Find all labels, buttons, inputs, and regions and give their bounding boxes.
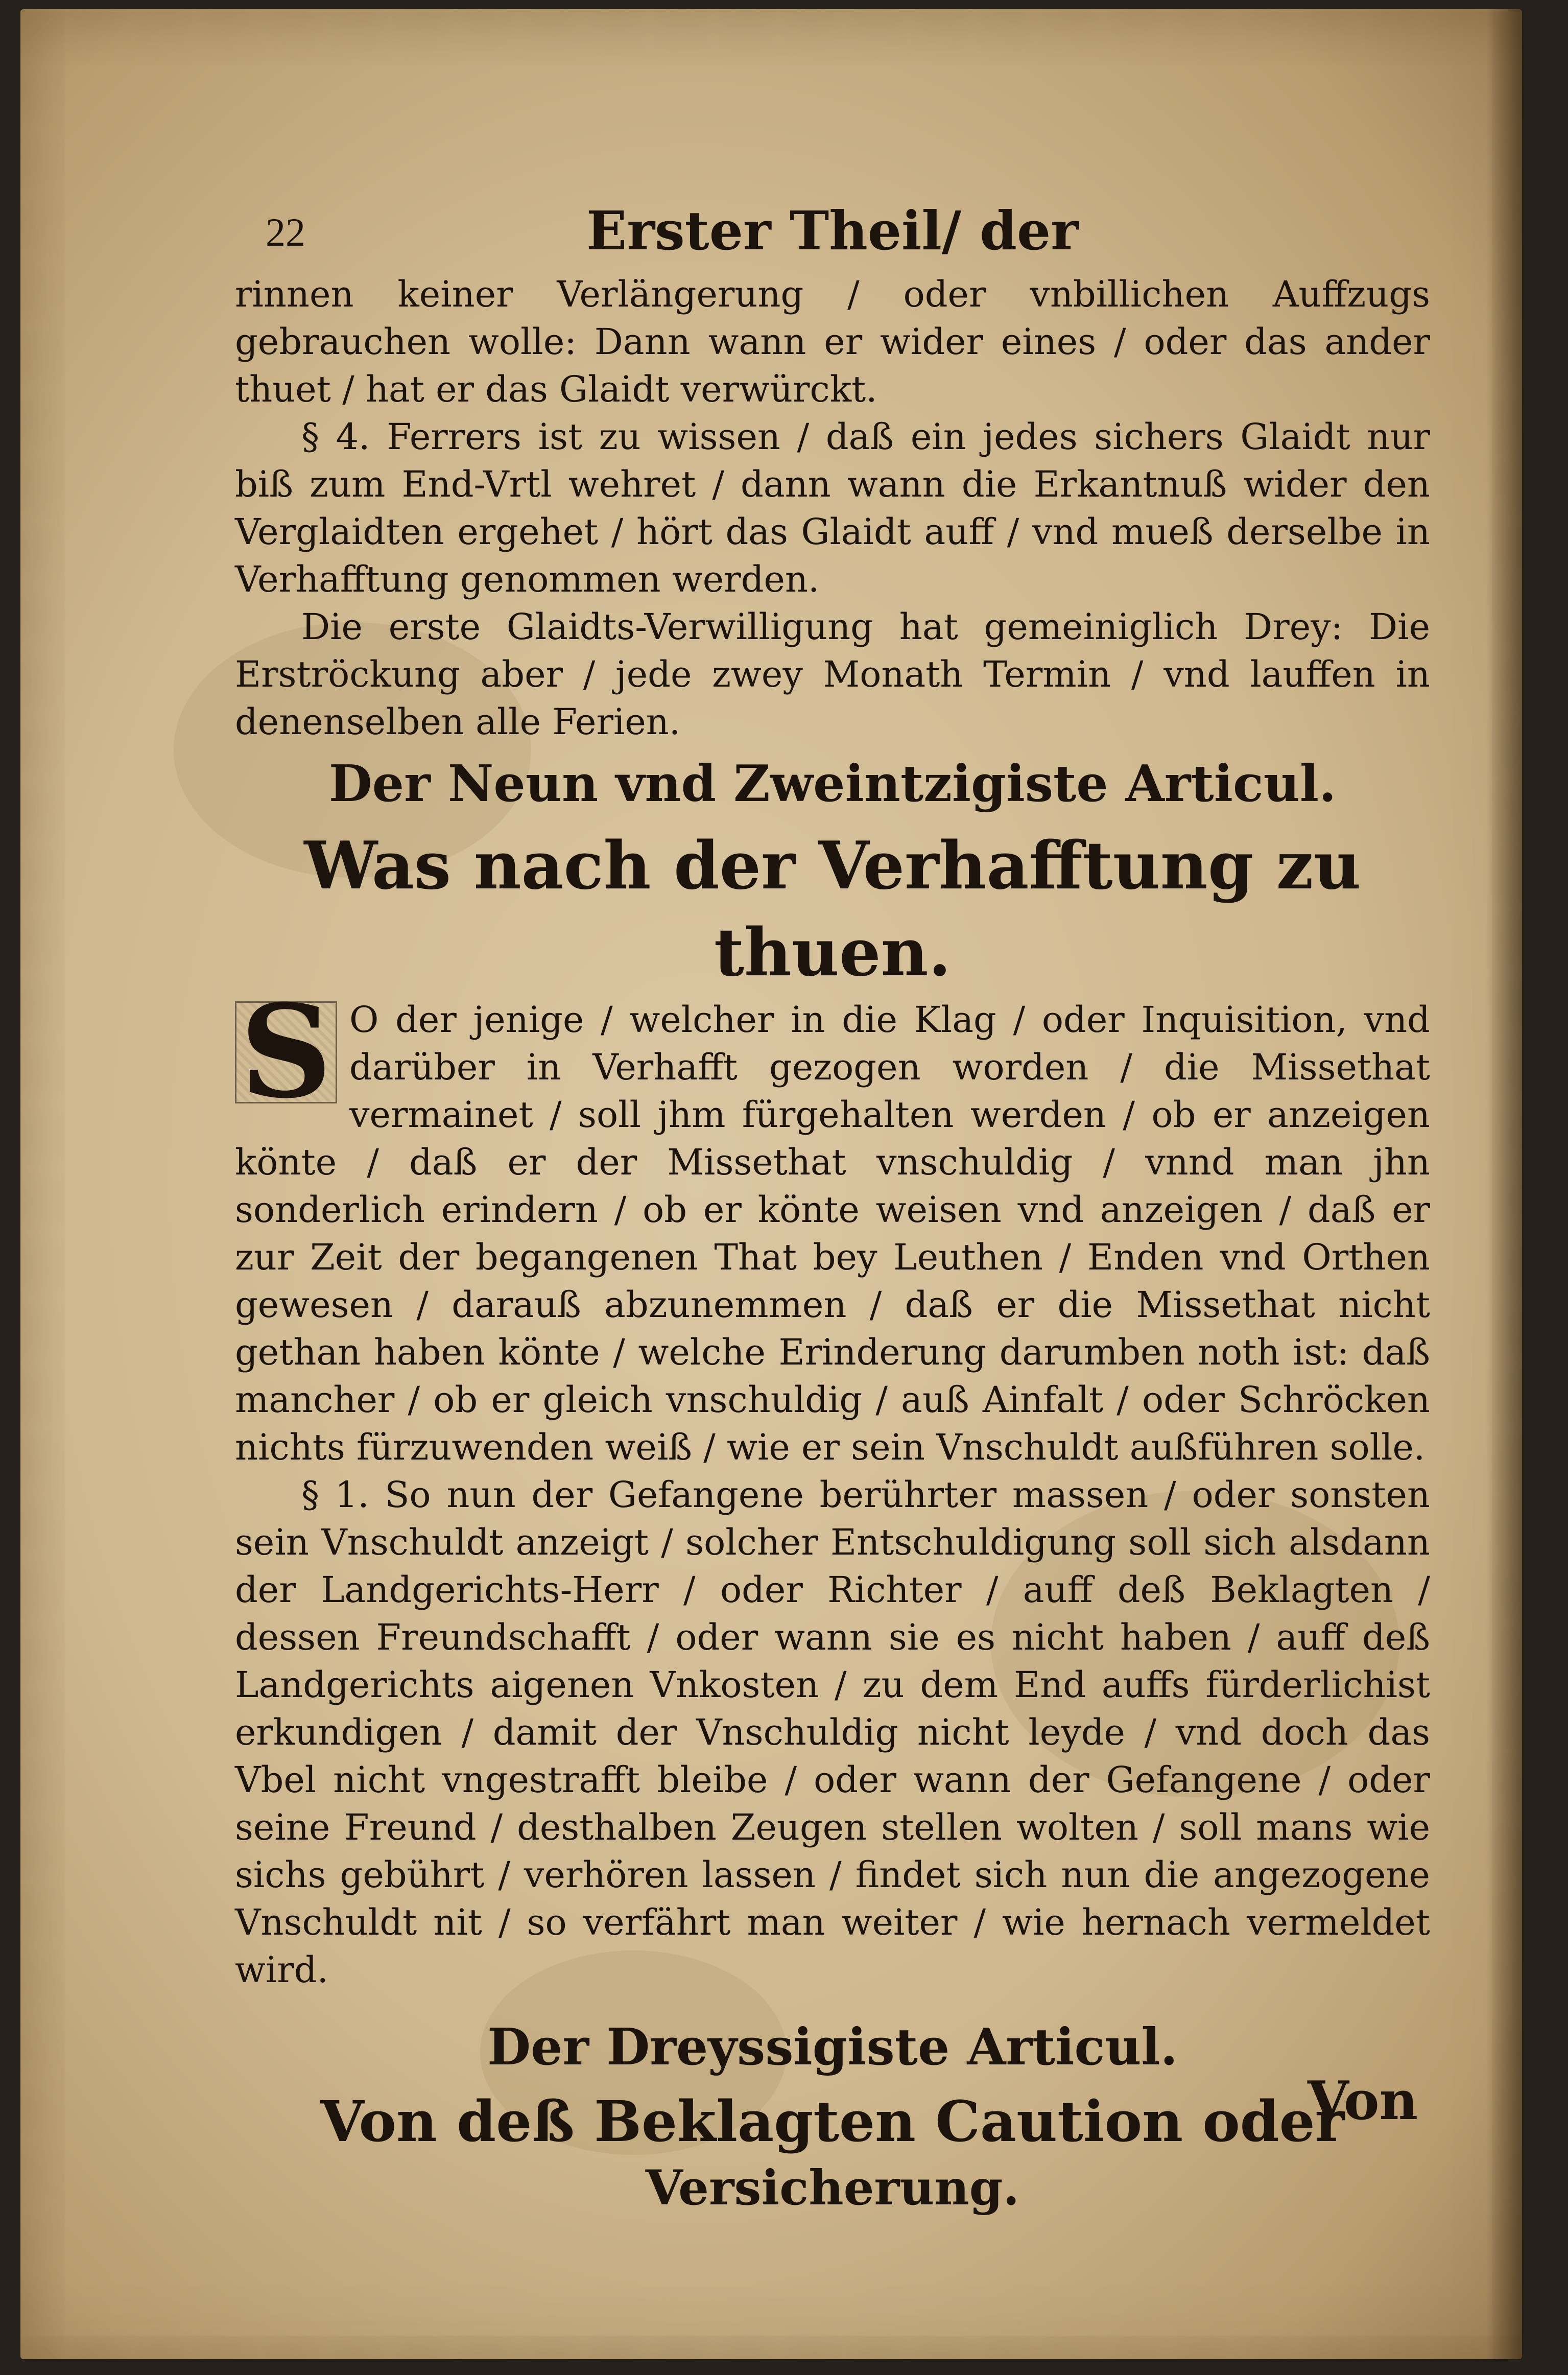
article-30-subtitle-line2: Versicherung. [645,2160,1020,2216]
paragraph-continuation: rinnen keiner Verlängerung / oder vnbillichen Auffzugs gebrauchen wolle: Dann wann er wider eines / oder das ander thuet / hat er das Glaidt verwürckt. [235,273,1430,410]
article-29-subtitle: Was nach der Verhafftung zu thuen. [304,828,1361,991]
article-29-title: Der Neun vnd Zweintzigiste Articul. [328,755,1337,813]
article-30-subtitle-line1: Von deß Beklagten Caution oder [320,2088,1345,2154]
paragraph-article-29-text: O der jenige / welcher in die Klag / oder Inquisition, vnd darüber in Verhafft gezogen worden / die Missethat vermainet / soll jhm fürgehalten werden / ob er anzeigen könte / daß er der Missethat vnschuldig / vnnd man jhn sonderlich erindern / ob er könte weisen vnd anzeigen / daß er zur Zeit der begangenen That bey Leuthen / Enden vnd Orthen gewesen / darauß abzunemmen / daß er die Missethat nicht gethan haben könte / welche Erinderung darumben noth ist: daß mancher / ob er gleich vnschuldig / auß Ainfalt / oder Schröcken nichts fürzuwenden weiß / wie er sein Vnschuldt außführen solle. [235,999,1430,1468]
paragraph-section-4: § 4. Ferrers ist zu wissen / daß ein jedes sichers Glaidt nur biß zum End-Vrtl wehret / dann wann die Erkantnuß wider den Verglaidten ergehet / hört das Glaidt auff / vnd mueß derselbe in Verhafftung genommen werden. [235,416,1430,600]
decorated-initial: S [235,1001,337,1103]
page-header [235,194,1430,271]
paragraph-section-1: § 1. So nun der Gefangene berührter massen / oder sonsten sein Vnschuldt anzeigt / solcher Entschuldigung soll sich alsdann der Landgerichts-Herr / oder Richter / auff deß Beklagten / dessen Freundschafft / oder wann sie es nicht haben / auff deß Landgerichts aigenen Vnkosten / zu dem End auffs fürderlichist erkundigen / damit der Vnschuldig nicht leyde / vnd doch das Vbel nicht vngestrafft bleibe / oder wann der Gefangene / oder seine Freund / desthalben Zeugen stellen wolten / soll mans wie sichs gebührt / verhören lassen / findet sich nun die angezogene Vnschuldt nit / so verfährt man weiter / wie hernach vermeldet wird. [235,1474,1430,1991]
text-block [235,194,1430,2219]
paragraph-article-29 [235,976,1430,1471]
spine-shadow [1486,9,1522,2359]
article-30-title: Der Dreyssigiste Articul. [487,2018,1178,2077]
page-number: 22 [266,210,305,254]
catchword: Von [1308,2069,1418,2132]
paragraph-glaidts-verwilligung: Die erste Glaidts-Verwilligung hat gemeiniglich Drey: Die Erströckung aber / jede zwey Monath Termin / vnd lauffen in denenselben alle Ferien. [235,606,1430,743]
running-head: Erster Theil/ der [586,199,1079,262]
